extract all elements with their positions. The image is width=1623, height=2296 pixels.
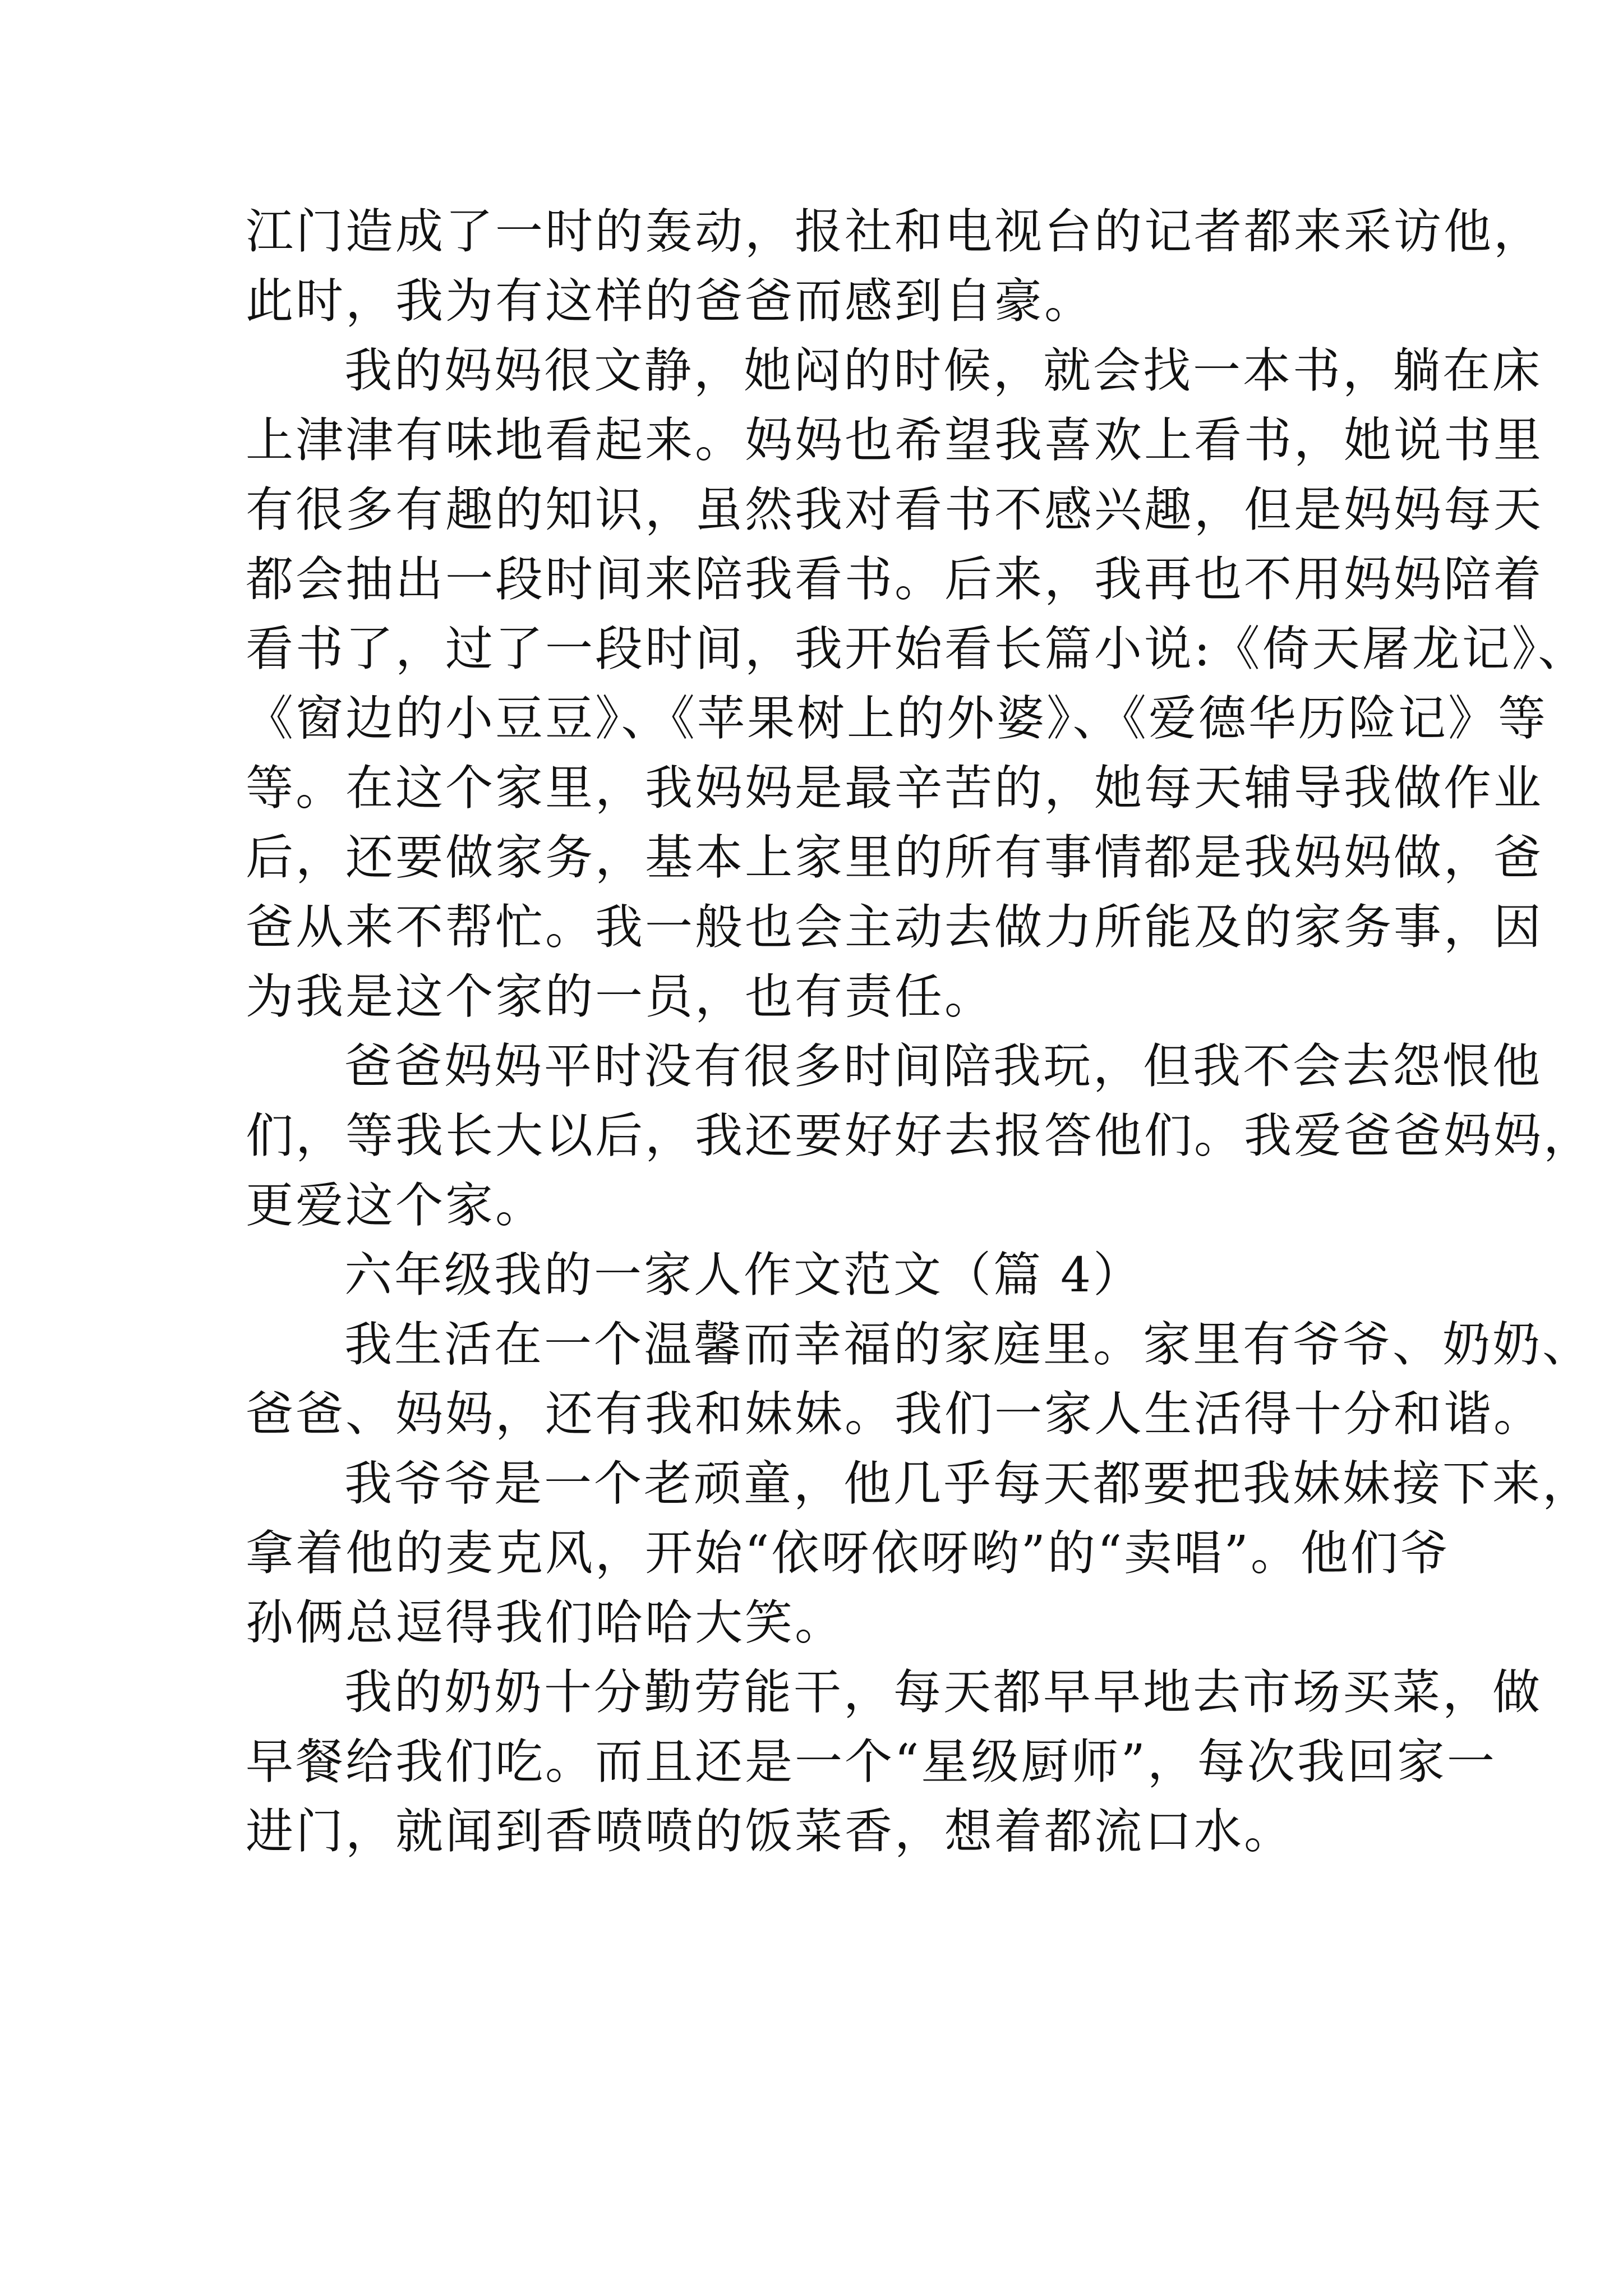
text-line: 爸爸妈妈平时没有很多时间陪我玩，但我不会去怨恨他 (344, 1039, 1543, 1094)
text-line: 都会抽出一段时间来陪我看书。后来，我再也不用妈妈陪着 (246, 552, 1544, 608)
text-line: 《窗边的小豆豆》、《苹果树上的外婆》、《爱德华历险记》等 (246, 691, 1548, 747)
text-line: 孙俩总逗得我们哈哈大笑。 (246, 1595, 845, 1651)
body-text (246, 197, 1594, 1867)
section-heading: 六年级我的一家人作文范文（篇 4） (344, 1248, 1144, 1303)
text-line: 我爷爷是一个老顽童，他几乎每天都要把我妹妹接下来， (344, 1456, 1593, 1512)
text-line: 等。在这个家里，我妈妈是最辛苦的，她每天辅导我做作业 (246, 761, 1544, 816)
text-line: 更爱这个家。 (246, 1178, 546, 1234)
text-line: 江门造成了一时的轰动，报社和电视台的记者都来采访他， (246, 204, 1544, 260)
text-line: 爸从来不帮忙。我一般也会主动去做力所能及的家务事，因 (246, 900, 1544, 955)
text-line: 早餐给我们吃。而且还是一个“星级厨师”，每次我回家一 (246, 1734, 1497, 1790)
text-line: 看书了，过了一段时间，我开始看长篇小说:《倚天屠龙记》、 (246, 622, 1588, 677)
text-line: 我的奶奶十分勤劳能干，每天都早早地去市场买菜，做 (344, 1665, 1543, 1720)
text-line: 们，等我长大以后，我还要好好去报答他们。我爱爸爸妈妈， (246, 1108, 1594, 1164)
text-line: 拿着他的麦克风，开始“依呀依呀哟”的“卖唱”。他们爷 (246, 1526, 1450, 1581)
text-line: 爸爸、妈妈，还有我和妹妹。我们一家人生活得十分和谐。 (246, 1387, 1544, 1442)
text-line: 后，还要做家务，基本上家里的所有事情都是我妈妈做，爸 (246, 830, 1544, 886)
text-line: 我生活在一个温馨而幸福的家庭里。家里有爷爷、奶奶、 (344, 1317, 1593, 1373)
text-line: 有很多有趣的知识，虽然我对看书不感兴趣，但是妈妈每天 (246, 482, 1544, 538)
text-line: 我的妈妈很文静，她闷的时候，就会找一本书，躺在床 (344, 343, 1543, 399)
text-line: 上津津有味地看起来。妈妈也希望我喜欢上看书，她说书里 (246, 413, 1544, 468)
text-line: 进门，就闻到香喷喷的饭菜香，想着都流口水。 (246, 1804, 1294, 1860)
text-line: 此时，我为有这样的爸爸而感到自豪。 (246, 274, 1095, 329)
text-line: 为我是这个家的一员，也有责任。 (246, 969, 995, 1025)
